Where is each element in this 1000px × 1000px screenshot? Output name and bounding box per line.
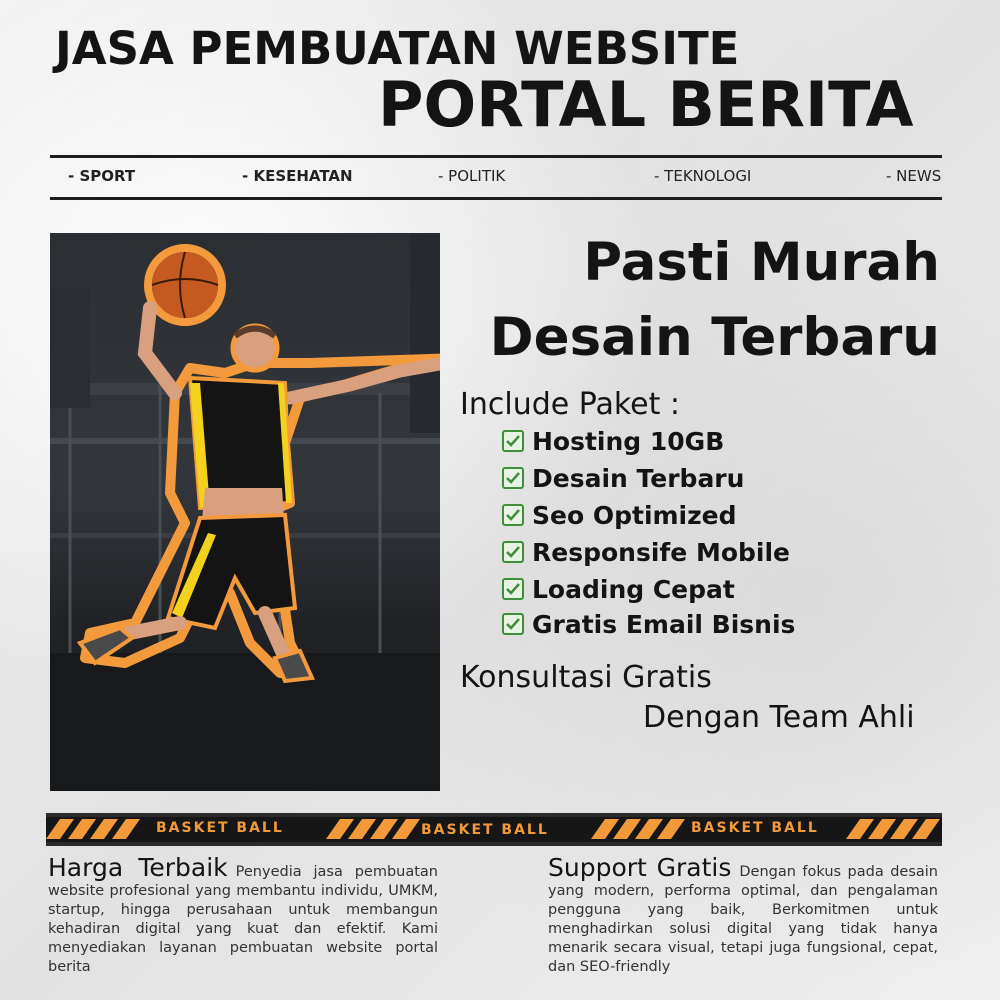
category-nav xyxy=(50,160,942,194)
column-text: Penyedia jasa pembuatan website profesional yang membantu individu, UMKM, startup, hingga perusahaan untuk membangun kehadiran digital yang kuat dan efektif. Kami menyediakan layanan pembuatan website portal berita xyxy=(48,864,438,975)
feature-item xyxy=(502,607,795,641)
hero-line-1: Pasti Murah xyxy=(583,232,940,293)
bottom-rule xyxy=(50,197,942,200)
check-icon xyxy=(502,504,524,526)
nav-item-sport[interactable]: - SPORT xyxy=(68,167,136,185)
feature-item xyxy=(502,498,737,532)
nav-item-kesehatan[interactable]: - KESEHATAN xyxy=(242,167,353,185)
column-title: Support Gratis xyxy=(548,853,732,882)
tape-label: BASKET BALL xyxy=(421,822,549,838)
column-support-gratis xyxy=(548,853,938,977)
feature-label: Seo Optimized xyxy=(532,500,737,530)
tape-label: BASKET BALL xyxy=(691,820,819,836)
feature-item xyxy=(502,572,735,606)
check-icon xyxy=(502,613,524,635)
headline-subtitle: PORTAL BERITA xyxy=(378,68,914,141)
tape-label: BASKET BALL xyxy=(156,820,284,836)
column-text: Dengan fokus pada desain yang modern, performa optimal, dan pengalaman pengguna yang baik, Berkomitmen untuk menghadirkan solusi digital yang tidak hanya menarik secara visual, tetapi juga fungsional, cepat, dan SEO-friendly xyxy=(548,864,938,975)
column-title: Harga Terbaik xyxy=(48,853,228,882)
column-harga-terbaik xyxy=(48,853,438,977)
check-icon xyxy=(502,578,524,600)
feature-label: Responsife Mobile xyxy=(532,537,790,567)
hero-line-2: Desain Terbaru xyxy=(489,307,940,368)
feature-item xyxy=(502,461,744,495)
feature-label: Desain Terbaru xyxy=(532,463,745,493)
nav-item-politik[interactable]: - POLITIK xyxy=(438,167,506,185)
check-icon xyxy=(502,541,524,563)
feature-item xyxy=(502,424,724,458)
check-icon xyxy=(502,430,524,452)
consult-line-1: Konsultasi Gratis xyxy=(460,660,712,695)
basketball-player-photo xyxy=(50,233,440,791)
feature-item xyxy=(502,535,790,569)
feature-label: Hosting 10GB xyxy=(532,426,725,456)
headline-title: JASA PEMBUATAN WEBSITE xyxy=(55,22,740,75)
feature-label: Gratis Email Bisnis xyxy=(532,609,796,639)
consult-line-2: Dengan Team Ahli xyxy=(643,700,915,735)
top-rule xyxy=(50,155,942,158)
check-icon xyxy=(502,467,524,489)
package-title: Include Paket : xyxy=(460,387,681,422)
feature-label: Loading Cepat xyxy=(532,574,735,604)
basketball-tape-banner xyxy=(46,813,942,846)
nav-item-teknologi[interactable]: - TEKNOLOGI xyxy=(654,167,752,185)
nav-item-news[interactable]: - NEWS xyxy=(886,167,942,185)
